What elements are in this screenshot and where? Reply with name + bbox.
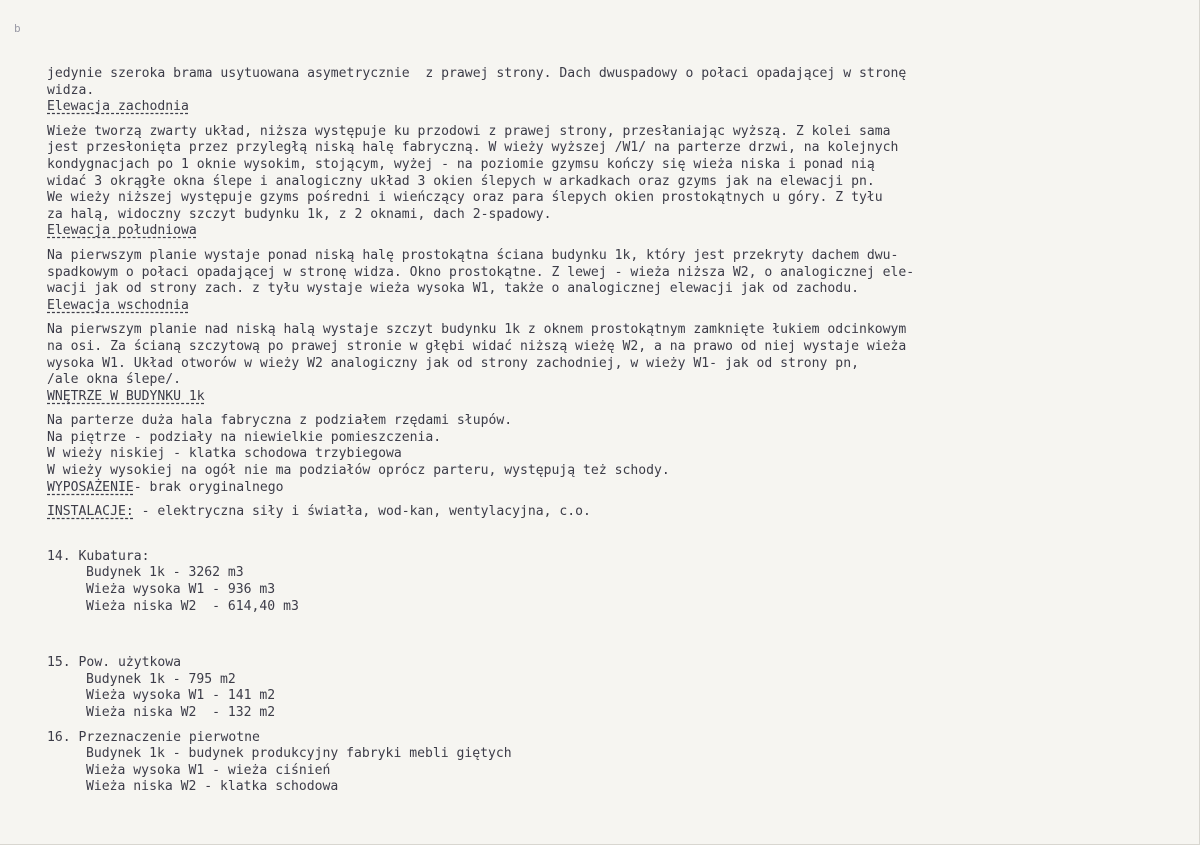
west-line: We wieży niższej występuje gzyms pośredni i wieńczący oraz para ślepych okien prostokątnych u góry. Z tyłu: [47, 190, 883, 206]
installations-label: INSTALACJE:: [47, 504, 134, 520]
item-16-line: Budynek 1k - budynek produkcyjny fabryki mebli giętych: [86, 746, 512, 762]
intro-line: jedynie szeroka brama usytuowana asymetrycznie z prawej strony. Dach dwuspadowy o połaci opadającej w stronę: [47, 66, 907, 81]
east-line: wysoka W1. Układ otworów w wieży W2 analogiczny jak od strony zachodniej, w wieży W1- jak od strony pn,: [47, 355, 859, 371]
corner-mark: b: [14, 22, 21, 35]
item-14-title: Kubatura:: [78, 548, 150, 564]
west-line: widać 3 okrągłe okna ślepe i analogiczny układ 3 okien ślepych w arkadkach oraz gzyms jak na elewacji pn.: [47, 173, 875, 189]
installations-value: - elektryczna siły i światła, wod-kan, wentylacyjna, c.o.: [133, 504, 591, 520]
item-14-line: Wieża niska W2 - 614,40 m3: [86, 598, 299, 614]
south-elevation-heading: Elewacja południowa: [47, 223, 197, 239]
item-15-line: Wieża niska W2 - 132 m2: [86, 705, 276, 720]
south-elevation-paragraph: [47, 248, 1167, 298]
west-elevation-paragraph: [47, 124, 1167, 224]
item-14-title-row: [47, 549, 1167, 566]
west-line: jest przesłonięta przez przyległą niską halę fabryczną. W wieży wyższej /W1/ na parterze drzwi, na kolejnych: [47, 140, 899, 156]
south-line: Na pierwszym planie wystaje ponad niską halę prostokątna ściana budynku 1k, który jest przekryty dachem dwu-: [47, 247, 899, 263]
west-line: kondygnacjach po 1 oknie wysokim, stojącym, wyżej - na poziomie gzymsu kończy się wieża niska i ponad nią: [47, 156, 875, 172]
item-16-line: Wieża niska W2 - klatka schodowa: [86, 779, 339, 795]
item-16-title: Przeznaczenie pierwotne: [78, 729, 260, 745]
item-15-title: Pow. użytkowa: [78, 655, 182, 671]
typed-text: [47, 66, 1167, 796]
item-15-title-row: [47, 655, 1167, 672]
item-14-line: Wieża wysoka W1 - 936 m3: [86, 582, 276, 598]
east-elevation-heading: Elewacja wschodnia: [47, 297, 189, 313]
south-line: wacji jak od strony zach. z tyłu wystaje wieża wysoka W1, także o analogicznej elewacji jak od zachodu.: [47, 281, 859, 297]
item-16: [47, 730, 1167, 796]
item-14: [47, 549, 1167, 615]
west-line: Wieże tworzą zwarty układ, niższa występuje ku przodowi z prawej strony, przesłaniając wyższą. Z kolei sama: [47, 123, 891, 139]
interior-line: Na parterze duża hala fabryczna z podziałem rzędami słupów.: [47, 413, 513, 429]
installations-row: [47, 504, 1167, 521]
item-15-line: Wieża wysoka W1 - 141 m2: [86, 688, 276, 704]
item-16-title-row: [47, 730, 1167, 747]
east-elevation-paragraph: [47, 322, 1167, 388]
interior-heading: WNĘTRZE W BUDYNKU 1k: [47, 388, 205, 404]
west-line: za halą, widoczny szczyt budynku 1k, z 2 oknami, dach 2-spadowy.: [47, 206, 552, 222]
equipment-row: [47, 480, 1167, 497]
east-line: /ale okna ślepe/.: [47, 372, 182, 388]
interior-paragraph: [47, 413, 1167, 479]
interior-line: Na piętrze - podziały na niewielkie pomieszczenia.: [47, 429, 442, 445]
equipment-label: WYPOSAŻENIE: [47, 479, 134, 495]
equipment-value: - brak oryginalnego: [133, 479, 284, 495]
item-15-line: Budynek 1k - 795 m2: [86, 671, 236, 687]
item-16-line: Wieża wysoka W1 - wieża ciśnień: [86, 762, 331, 778]
item-15: [47, 655, 1167, 721]
east-line: na osi. Za ścianą szczytową po prawej stronie w głębi widać niższą wieżę W2, a na prawo od niej wystaje wieża: [47, 338, 907, 354]
west-elevation-heading: Elewacja zachodnia: [47, 99, 189, 115]
intro-line: widza.: [47, 82, 95, 98]
item-14-number: 14.: [47, 548, 71, 564]
item-14-line: Budynek 1k - 3262 m3: [86, 565, 244, 581]
item-16-number: 16.: [47, 729, 71, 745]
item-15-number: 15.: [47, 655, 71, 671]
intro-paragraph: [47, 66, 1167, 99]
interior-line: W wieży niskiej - klatka schodowa trzybiegowa: [47, 446, 402, 462]
east-line: Na pierwszym planie nad niską halą wystaje szczyt budynku 1k z oknem prostokątnym zamknięte łukiem odcinkowym: [47, 322, 907, 338]
interior-line: W wieży wysokiej na ogół nie ma podziałów oprócz parteru, występują też schody.: [47, 463, 670, 479]
south-line: spadkowym o połaci opadającej w stronę widza. Okno prostokątne. Z lewej - wieża niższa W2, o analogicznej ele-: [47, 264, 915, 280]
